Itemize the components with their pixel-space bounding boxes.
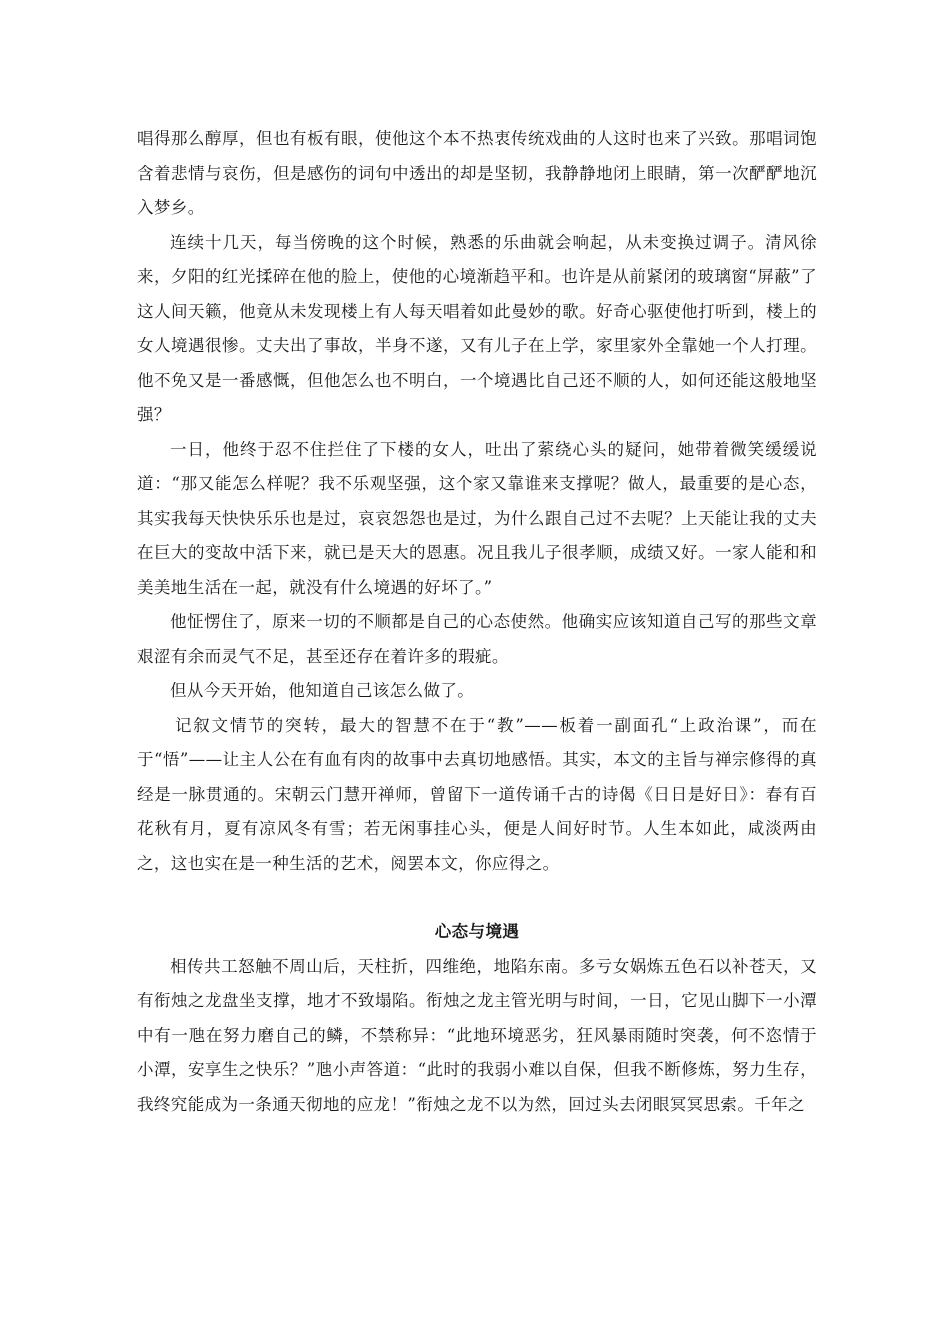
article-title: 心态与境遇: [434, 922, 520, 941]
story-paragraph-1: 唱得那么醇厚，但也有板有眼，使他这个本不热衷传统戏曲的人这时也来了兴致。那唱词饱含着悲情与哀伤，但是感伤的词句中透出的却是坚韧，我静静地闭上眼睛，第一次酽酽地沉入梦乡。: [137, 129, 817, 217]
story-paragraph-4: 他怔愣住了，原来一切的不顺都是自己的心态使然。他确实应该知道自己写的那些文章艰涩有余而灵气不足，甚至还存在着许多的瑕疵。: [137, 612, 817, 666]
section-spacer: [137, 881, 817, 915]
document-page: [137, 122, 817, 1122]
commentary-paragraph: 记叙文情节的突转，最大的智慧不在于“教”——板着一副面孔“上政治课”，而在于“悟”——让主人公在有血有肉的故事中去真切地感悟。其实，本文的主旨与禅宗修得的真经是一脉贯通的。宋朝云门慧开禅师，曾留下一道传诵千古的诗偈《日日是好日》：春有百花秋有月，夏有凉风冬有雪；若无闲事挂心头，便是人间好时节。人生本如此，咸淡两由之，这也实在是一种生活的艺术，阅罢本文，你应得之。: [137, 715, 817, 873]
story-paragraph-2: 连续十几天，每当傍晚的这个时候，熟悉的乐曲就会响起，从未变换过调子。清风徐来，夕阳的红光揉碎在他的脸上，使他的心境渐趋平和。也许是从前紧闭的玻璃窗“屏蔽”了这人间天籁，他竟从未发现楼上有人每天唱着如此曼妙的歌。好奇心驱使他打听到，楼上的女人境遇很惨。丈夫出了事故，半身不遂，又有儿子在上学，家里家外全靠她一个人打理。他不免又是一番感慨，但他怎么也不明白，一个境遇比自己还不顺的人，如何还能这般地坚强？: [137, 232, 817, 424]
story-paragraph-5: 但从今天开始，他知道自己该怎么做了。: [170, 681, 475, 700]
story-paragraph-3: 一日，他终于忍不住拦住了下楼的女人，吐出了萦绕心头的疑问，她带着微笑缓缓说道：“那又能怎么样呢？我不乐观坚强，这个家又靠谁来支撑呢？做人，最重要的是心态，其实我每天快快乐乐也是过，哀哀怨怨也是过，为什么跟自己过不去呢？上天能让我的丈夫在巨大的变故中活下来，就已是天大的恩惠。况且我儿子很孝顺，成绩又好。一家人能和和美美地生活在一起，就没有什么境遇的好坏了。”: [137, 439, 817, 597]
article-paragraph-1: 相传共工怒触不周山后，天柱折，四维绝，地陷东南。多亏女娲炼五色石以补苍天，又有衔烛之龙盘坐支撑，地才不致塌陷。衔烛之龙主管光明与时间，一日，它见山脚下一小潭中有一虺在努力磨自己的鳞，不禁称异：“此地环境恶劣，狂风暴雨随时突袭，何不恣情于小潭，安享生之快乐？”虺小声答道：“此时的我弱小难以自保，但我不断修炼，努力生存，我终究能成为一条通天彻地的应龙！”衔烛之龙不以为然，回过头去闭眼冥冥思索。千年之: [137, 956, 817, 1114]
